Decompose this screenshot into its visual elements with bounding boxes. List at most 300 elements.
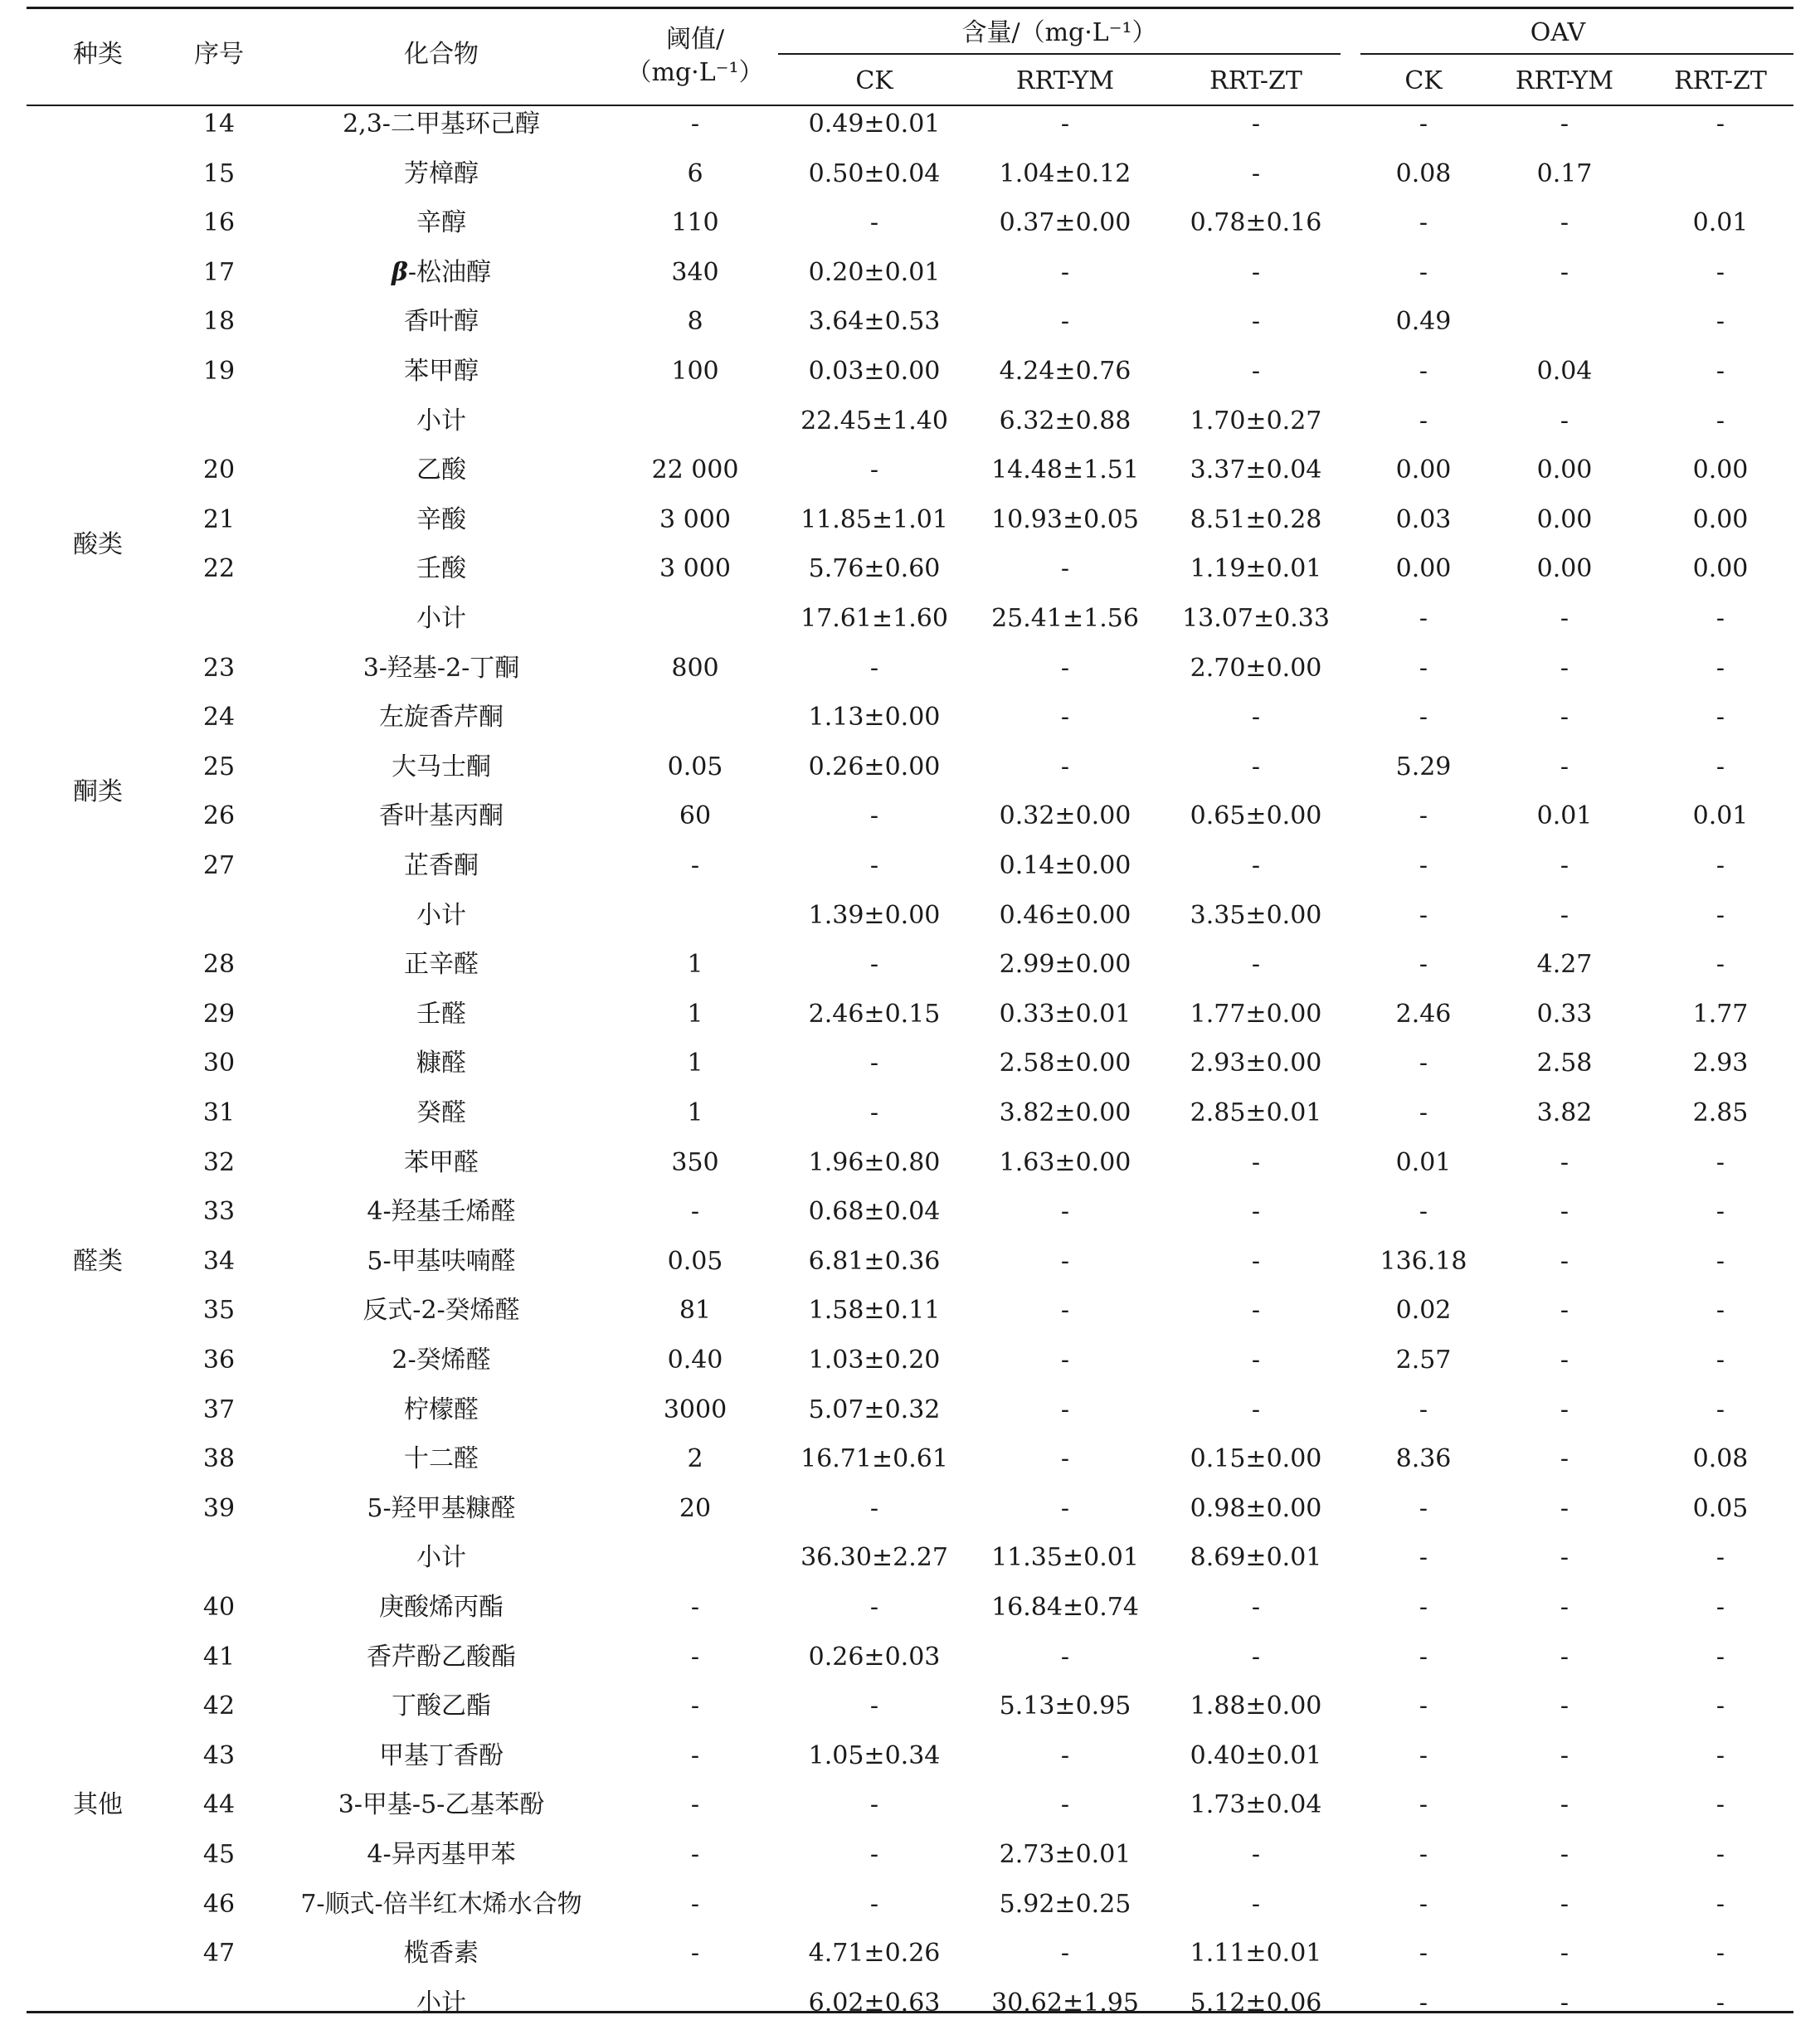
- row-content-ym: 3.82±0.00: [999, 1098, 1131, 1127]
- row-content-ym: -: [1060, 1296, 1070, 1326]
- row-threshold: 0.05: [667, 752, 723, 781]
- row-content-ck: 3.64±0.53: [808, 307, 941, 337]
- row-oav-zt: -: [1715, 604, 1725, 633]
- row-oav-ck: -: [1419, 406, 1428, 436]
- row-oav-ck: -: [1419, 851, 1428, 880]
- row-content-zt: 0.15±0.00: [1190, 1444, 1322, 1474]
- row-threshold: 350: [671, 1147, 719, 1177]
- row-content-zt: -: [1251, 1840, 1261, 1869]
- row-compound: 香叶基丙酮: [379, 801, 504, 831]
- row-content-ym: 30.62±1.95: [991, 1988, 1139, 2018]
- row-content-ck: -: [869, 1889, 879, 1919]
- row-oav-ck: 8.36: [1395, 1444, 1452, 1474]
- row-oav-ym: 0.00: [1536, 455, 1593, 485]
- row-oav-ym: 0.04: [1536, 357, 1593, 386]
- row-content-ck: 4.71±0.26: [808, 1939, 941, 1969]
- row-content-ym: 5.92±0.25: [999, 1889, 1131, 1919]
- row-oav-zt: 0.00: [1692, 504, 1749, 534]
- row-index: 14: [202, 110, 236, 139]
- row-content-zt: -: [1251, 307, 1261, 337]
- row-content-ym: 25.41±1.56: [991, 604, 1139, 633]
- row-content-zt: -: [1251, 110, 1261, 139]
- row-oav-zt: -: [1715, 1889, 1725, 1919]
- row-content-ym: 0.33±0.01: [999, 999, 1131, 1029]
- row-threshold: 0.05: [667, 1246, 723, 1276]
- row-index: 32: [202, 1147, 236, 1177]
- row-compound: 壬醛: [416, 999, 466, 1029]
- row-content-ck: -: [869, 653, 879, 683]
- row-threshold: -: [690, 1790, 700, 1820]
- row-oav-zt: 0.08: [1692, 1444, 1749, 1474]
- row-compound: 辛酸: [416, 504, 466, 534]
- row-content-ym: -: [1060, 1246, 1070, 1276]
- row-oav-zt: -: [1715, 1988, 1725, 2018]
- row-threshold: 3000: [663, 1395, 728, 1424]
- row-index: 27: [202, 851, 236, 880]
- row-content-ck: 5.07±0.32: [808, 1395, 941, 1424]
- row-content-ck: -: [869, 1840, 879, 1869]
- row-content-zt: -: [1251, 1395, 1261, 1424]
- row-threshold: 100: [671, 357, 719, 386]
- row-oav-zt: -: [1715, 1246, 1725, 1276]
- header-category: 种类: [73, 40, 123, 69]
- row-oav-zt: -: [1715, 1593, 1725, 1622]
- row-oav-ym: -: [1560, 1246, 1569, 1276]
- content-group-rule: [778, 53, 1341, 55]
- row-oav-zt: -: [1715, 1197, 1725, 1227]
- row-content-ck: 1.39±0.00: [808, 900, 941, 930]
- row-oav-ym: 0.00: [1536, 504, 1593, 534]
- row-oav-ck: -: [1419, 1098, 1428, 1127]
- row-content-ym: 0.46±0.00: [999, 900, 1131, 930]
- compound-name: -松油醇: [407, 257, 492, 287]
- row-content-zt: 5.12±0.06: [1190, 1988, 1322, 2018]
- row-oav-ym: -: [1560, 1939, 1569, 1969]
- row-content-zt: 2.93±0.00: [1190, 1049, 1322, 1078]
- row-content-ck: -: [869, 1049, 879, 1078]
- row-oav-ym: 3.82: [1536, 1098, 1593, 1127]
- row-content-ck: 16.71±0.61: [801, 1444, 948, 1474]
- row-content-ck: 17.61±1.60: [801, 604, 948, 633]
- row-oav-ym: -: [1560, 1593, 1569, 1622]
- row-compound: 苯甲醛: [404, 1147, 479, 1177]
- row-threshold: 81: [679, 1296, 712, 1326]
- row-oav-zt: -: [1715, 1642, 1725, 1672]
- row-compound: 柠檬醛: [404, 1395, 479, 1424]
- row-content-zt: 8.51±0.28: [1190, 504, 1322, 534]
- row-oav-zt: 0.00: [1692, 554, 1749, 584]
- row-content-zt: 2.70±0.00: [1190, 653, 1322, 683]
- header-content-group: 含量/（mg·L⁻¹）: [961, 18, 1157, 47]
- row-index: 28: [202, 950, 236, 980]
- row-oav-zt: -: [1715, 703, 1725, 733]
- row-oav-zt: -: [1715, 752, 1725, 781]
- header-oav-ym: RRT-YM: [1515, 66, 1614, 95]
- row-oav-ym: -: [1560, 1493, 1569, 1523]
- row-compound: 2,3-二甲基环己醇: [343, 110, 540, 139]
- row-compound: 3-羟基-2-丁酮: [363, 653, 520, 683]
- row-oav-ym: 0.17: [1536, 158, 1593, 188]
- row-content-ym: 6.32±0.88: [999, 406, 1131, 436]
- row-index: 22: [202, 554, 236, 584]
- row-oav-ym: -: [1560, 1691, 1569, 1721]
- row-content-ck: -: [869, 1790, 879, 1820]
- row-content-zt: 0.98±0.00: [1190, 1493, 1322, 1523]
- header-oav-zt: RRT-ZT: [1674, 66, 1767, 95]
- row-content-ck: 6.02±0.63: [808, 1988, 941, 2018]
- row-oav-zt: 0.05: [1692, 1493, 1749, 1523]
- row-content-ym: -: [1060, 1642, 1070, 1672]
- row-index: 35: [202, 1296, 236, 1326]
- row-content-ck: 0.03±0.00: [808, 357, 941, 386]
- category-label: 酸类: [73, 529, 123, 559]
- row-oav-ym: -: [1560, 1346, 1569, 1375]
- row-content-ck: 0.20±0.01: [808, 257, 941, 287]
- row-content-ym: 0.14±0.00: [999, 851, 1131, 880]
- row-compound: 癸醛: [416, 1098, 466, 1127]
- row-content-zt: -: [1251, 1889, 1261, 1919]
- row-threshold: -: [690, 1939, 700, 1969]
- row-content-ck: -: [869, 1593, 879, 1622]
- row-oav-ym: -: [1560, 703, 1569, 733]
- row-threshold: 1: [687, 1098, 703, 1127]
- row-content-ym: 2.73±0.01: [999, 1840, 1131, 1869]
- header-rule: [27, 105, 1793, 106]
- row-compound: [392, 256, 491, 290]
- row-content-zt: 1.77±0.00: [1190, 999, 1322, 1029]
- row-content-zt: -: [1251, 1346, 1261, 1375]
- header-content-ck: CK: [855, 66, 893, 95]
- row-threshold: 340: [671, 257, 719, 287]
- row-index: 37: [202, 1395, 236, 1424]
- row-threshold: -: [690, 1642, 700, 1672]
- row-compound: 反式-2-癸烯醛: [363, 1296, 520, 1326]
- row-content-ym: 11.35±0.01: [991, 1543, 1139, 1573]
- row-content-ym: -: [1060, 1346, 1070, 1375]
- row-content-ck: -: [869, 1493, 879, 1523]
- row-oav-ck: -: [1419, 1197, 1428, 1227]
- row-compound: 4-异丙基甲苯: [367, 1840, 516, 1869]
- row-compound: 香叶醇: [404, 307, 479, 337]
- category-label: 其他: [73, 1790, 123, 1820]
- row-compound: 小计: [416, 604, 466, 633]
- row-threshold: -: [690, 1593, 700, 1622]
- row-threshold: 110: [671, 208, 719, 238]
- row-threshold: 6: [687, 158, 703, 188]
- row-compound: 7-顺式-倍半红木烯水合物: [300, 1889, 582, 1919]
- row-content-ym: -: [1060, 1444, 1070, 1474]
- row-threshold: -: [690, 1197, 700, 1227]
- row-content-zt: -: [1251, 1593, 1261, 1622]
- row-content-zt: -: [1251, 950, 1261, 980]
- row-index: 25: [202, 752, 236, 781]
- row-threshold: 60: [679, 801, 712, 831]
- row-content-ym: -: [1060, 110, 1070, 139]
- row-content-zt: 3.35±0.00: [1190, 900, 1322, 930]
- row-content-ck: 0.49±0.01: [808, 110, 941, 139]
- row-content-ck: 36.30±2.27: [801, 1543, 948, 1573]
- row-content-zt: 2.85±0.01: [1190, 1098, 1322, 1127]
- row-oav-ck: -: [1419, 1790, 1428, 1820]
- row-threshold: 22 000: [651, 455, 739, 485]
- row-oav-ck: -: [1419, 1593, 1428, 1622]
- row-oav-ck: -: [1419, 1049, 1428, 1078]
- row-content-zt: -: [1251, 703, 1261, 733]
- row-content-zt: 0.78±0.16: [1190, 208, 1322, 238]
- row-oav-ck: -: [1419, 1395, 1428, 1424]
- row-index: 29: [202, 999, 236, 1029]
- row-oav-ym: -: [1560, 1988, 1569, 2018]
- row-oav-zt: 0.00: [1692, 455, 1749, 485]
- row-compound: 4-羟基壬烯醛: [367, 1197, 516, 1227]
- row-compound: 小计: [416, 1988, 466, 2018]
- row-oav-ck: -: [1419, 1543, 1428, 1573]
- row-oav-ck: 0.00: [1395, 455, 1452, 485]
- row-content-zt: -: [1251, 1296, 1261, 1326]
- row-content-ym: -: [1060, 257, 1070, 287]
- row-oav-zt: -: [1715, 1740, 1725, 1770]
- row-compound: 3-甲基-5-乙基苯酚: [338, 1790, 545, 1820]
- row-content-zt: -: [1251, 1197, 1261, 1227]
- row-oav-ck: -: [1419, 357, 1428, 386]
- row-content-zt: -: [1251, 1642, 1261, 1672]
- row-content-ck: 1.96±0.80: [808, 1147, 941, 1177]
- row-index: 44: [202, 1790, 236, 1820]
- row-oav-ym: -: [1560, 1296, 1569, 1326]
- row-index: 20: [202, 455, 236, 485]
- row-oav-ym: 4.27: [1536, 950, 1593, 980]
- row-content-ck: 0.50±0.04: [808, 158, 941, 188]
- row-index: 21: [202, 504, 236, 534]
- row-oav-ck: -: [1419, 1939, 1428, 1969]
- row-oav-zt: 0.01: [1692, 208, 1749, 238]
- row-oav-ym: -: [1560, 1840, 1569, 1869]
- row-index: 46: [202, 1889, 236, 1919]
- row-content-zt: 13.07±0.33: [1182, 604, 1330, 633]
- row-index: 19: [202, 357, 236, 386]
- row-compound: 5-甲基呋喃醛: [367, 1246, 516, 1276]
- row-index: 26: [202, 801, 236, 831]
- row-oav-ym: -: [1560, 406, 1569, 436]
- row-content-ym: 16.84±0.74: [991, 1593, 1139, 1622]
- row-index: 34: [202, 1246, 236, 1276]
- row-compound: 香芹酚乙酸酯: [367, 1642, 516, 1672]
- row-content-ym: -: [1060, 1939, 1070, 1969]
- row-content-ym: -: [1060, 752, 1070, 781]
- row-content-ym: 1.04±0.12: [999, 158, 1131, 188]
- row-content-zt: -: [1251, 1147, 1261, 1177]
- row-oav-zt: 2.85: [1692, 1098, 1749, 1127]
- row-content-ym: 0.32±0.00: [999, 801, 1131, 831]
- row-oav-ym: -: [1560, 1444, 1569, 1474]
- row-content-zt: -: [1251, 257, 1261, 287]
- row-index: 33: [202, 1197, 236, 1227]
- row-threshold: 3 000: [659, 554, 731, 584]
- row-oav-ym: -: [1560, 1642, 1569, 1672]
- row-oav-ym: -: [1560, 1197, 1569, 1227]
- row-oav-ck: -: [1419, 1840, 1428, 1869]
- row-content-zt: 1.73±0.04: [1190, 1790, 1322, 1820]
- row-index: 31: [202, 1098, 236, 1127]
- row-threshold: 20: [679, 1493, 712, 1523]
- row-content-ck: 5.76±0.60: [808, 554, 941, 584]
- row-oav-zt: -: [1715, 406, 1725, 436]
- row-content-ck: 1.13±0.00: [808, 703, 941, 733]
- row-oav-ck: -: [1419, 1988, 1428, 2018]
- row-oav-ck: 5.29: [1395, 752, 1452, 781]
- row-oav-ck: -: [1419, 1740, 1428, 1770]
- row-compound: 糠醛: [416, 1049, 466, 1078]
- row-content-ck: 1.03±0.20: [808, 1346, 941, 1375]
- row-compound: 左旋香芹酮: [379, 703, 504, 733]
- row-index: 45: [202, 1840, 236, 1869]
- row-content-zt: 0.40±0.01: [1190, 1740, 1322, 1770]
- row-compound: 甲基丁香酚: [379, 1740, 504, 1770]
- row-threshold: 3 000: [659, 504, 731, 534]
- row-content-zt: 1.11±0.01: [1190, 1939, 1322, 1969]
- row-content-zt: 8.69±0.01: [1190, 1543, 1322, 1573]
- row-index: 18: [202, 307, 236, 337]
- row-oav-ck: 0.03: [1395, 504, 1452, 534]
- row-oav-zt: -: [1715, 257, 1725, 287]
- row-oav-ck: -: [1419, 1691, 1428, 1721]
- row-compound: 大马士酮: [392, 752, 491, 781]
- row-compound: 十二醛: [404, 1444, 479, 1474]
- row-threshold: 2: [687, 1444, 703, 1474]
- top-rule: [27, 7, 1793, 9]
- row-content-ck: 0.68±0.04: [808, 1197, 941, 1227]
- row-threshold: 1: [687, 950, 703, 980]
- row-content-ck: -: [869, 851, 879, 880]
- row-content-ck: -: [869, 950, 879, 980]
- row-oav-ck: 2.46: [1395, 999, 1452, 1029]
- row-oav-ck: -: [1419, 604, 1428, 633]
- oav-group-rule: [1360, 53, 1793, 55]
- row-content-ym: -: [1060, 1493, 1070, 1523]
- row-oav-ck: -: [1419, 1642, 1428, 1672]
- row-oav-zt: -: [1715, 1395, 1725, 1424]
- row-content-zt: 1.19±0.01: [1190, 554, 1322, 584]
- row-threshold: 0.40: [667, 1346, 723, 1375]
- row-content-ym: 2.58±0.00: [999, 1049, 1131, 1078]
- row-oav-ck: -: [1419, 257, 1428, 287]
- row-content-ym: 10.93±0.05: [991, 504, 1139, 534]
- row-content-ck: 1.05±0.34: [808, 1740, 941, 1770]
- row-threshold: -: [690, 1691, 700, 1721]
- row-oav-ym: -: [1560, 1740, 1569, 1770]
- row-compound: 乙酸: [416, 455, 466, 485]
- row-index: 24: [202, 703, 236, 733]
- row-compound: 5-羟甲基糠醛: [367, 1493, 516, 1523]
- row-threshold: 1: [687, 999, 703, 1029]
- row-content-ck: 6.81±0.36: [808, 1246, 941, 1276]
- row-compound: 芳樟醇: [404, 158, 479, 188]
- row-content-zt: 1.88±0.00: [1190, 1691, 1322, 1721]
- row-content-ym: -: [1060, 307, 1070, 337]
- row-oav-zt: -: [1715, 900, 1725, 930]
- row-index: 17: [202, 257, 236, 287]
- row-content-ym: -: [1060, 1790, 1070, 1820]
- row-oav-ck: -: [1419, 208, 1428, 238]
- row-content-ck: 1.58±0.11: [808, 1296, 941, 1326]
- row-content-zt: 3.37±0.04: [1190, 455, 1322, 485]
- row-threshold: 1: [687, 1049, 703, 1078]
- row-content-ym: 14.48±1.51: [991, 455, 1139, 485]
- row-compound: 辛醇: [416, 208, 466, 238]
- row-threshold: -: [690, 851, 700, 880]
- header-index: 序号: [194, 40, 244, 69]
- row-oav-ck: -: [1419, 801, 1428, 831]
- row-content-ck: -: [869, 455, 879, 485]
- row-oav-ym: -: [1560, 1790, 1569, 1820]
- row-oav-ym: 0.00: [1536, 554, 1593, 584]
- row-content-ck: -: [869, 1691, 879, 1721]
- row-oav-ym: -: [1560, 110, 1569, 139]
- row-oav-ck: -: [1419, 110, 1428, 139]
- row-compound: 壬酸: [416, 554, 466, 584]
- row-content-ym: -: [1060, 1197, 1070, 1227]
- row-content-zt: -: [1251, 1246, 1261, 1276]
- header-oav-group: OAV: [1530, 18, 1586, 47]
- row-compound: 正辛醛: [404, 950, 479, 980]
- header-content-zt: RRT-ZT: [1209, 66, 1302, 95]
- row-index: 42: [202, 1691, 236, 1721]
- row-oav-ym: 0.33: [1536, 999, 1593, 1029]
- row-oav-ym: -: [1560, 604, 1569, 633]
- category-label: 酮类: [73, 776, 123, 806]
- row-oav-ym: -: [1560, 653, 1569, 683]
- row-oav-ck: -: [1419, 1889, 1428, 1919]
- row-oav-zt: -: [1715, 1840, 1725, 1869]
- row-oav-ck: -: [1419, 703, 1428, 733]
- row-oav-ck: 0.02: [1395, 1296, 1452, 1326]
- row-threshold: -: [690, 1740, 700, 1770]
- row-oav-ck: 0.00: [1395, 554, 1452, 584]
- row-index: 30: [202, 1049, 236, 1078]
- row-index: 15: [202, 158, 236, 188]
- row-compound: 小计: [416, 406, 466, 436]
- row-oav-zt: -: [1715, 851, 1725, 880]
- row-content-zt: -: [1251, 851, 1261, 880]
- row-oav-ym: -: [1560, 1147, 1569, 1177]
- row-oav-ym: -: [1560, 1543, 1569, 1573]
- row-content-ym: -: [1060, 1395, 1070, 1424]
- row-compound: 芷香酮: [404, 851, 479, 880]
- row-oav-zt: -: [1715, 1147, 1725, 1177]
- row-index: 38: [202, 1444, 236, 1474]
- row-content-ym: 0.37±0.00: [999, 208, 1131, 238]
- row-oav-ck: 136.18: [1380, 1246, 1467, 1276]
- row-index: 23: [202, 653, 236, 683]
- row-threshold: 800: [671, 653, 719, 683]
- row-content-ck: 0.26±0.03: [808, 1642, 941, 1672]
- row-content-ck: 22.45±1.40: [801, 406, 948, 436]
- row-oav-ck: -: [1419, 1493, 1428, 1523]
- row-content-ck: -: [869, 1098, 879, 1127]
- row-oav-zt: -: [1715, 1691, 1725, 1721]
- row-oav-ym: 2.58: [1536, 1049, 1593, 1078]
- row-threshold: -: [690, 1889, 700, 1919]
- row-content-zt: 0.65±0.00: [1190, 801, 1322, 831]
- row-compound: 2-癸烯醛: [392, 1346, 491, 1375]
- row-oav-ym: 0.01: [1536, 801, 1593, 831]
- row-content-ym: -: [1060, 554, 1070, 584]
- row-oav-zt: -: [1715, 653, 1725, 683]
- row-content-zt: -: [1251, 158, 1261, 188]
- row-threshold: -: [690, 110, 700, 139]
- row-oav-zt: -: [1715, 1296, 1725, 1326]
- row-oav-ym: -: [1560, 900, 1569, 930]
